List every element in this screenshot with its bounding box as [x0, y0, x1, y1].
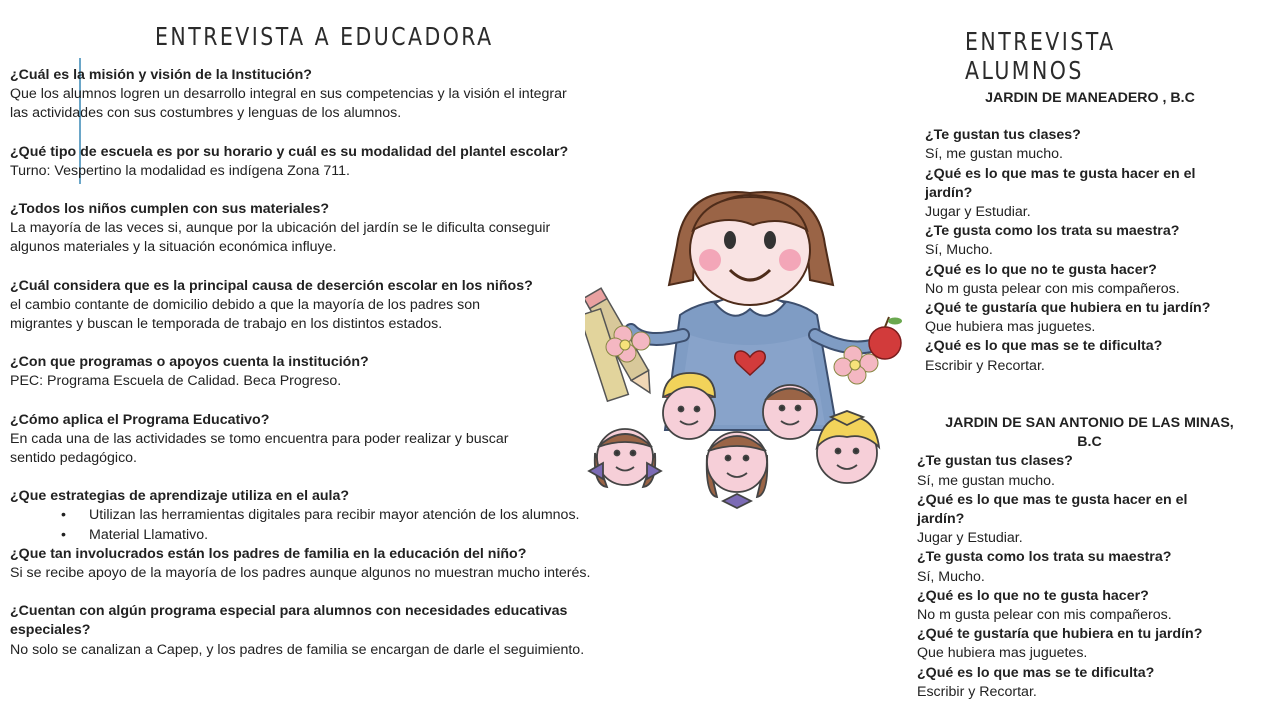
apple-icon [869, 317, 902, 359]
question: ¿Qué es lo que mas se te dificulta? [925, 338, 1163, 355]
child-face [663, 373, 715, 439]
strategy-item: • Utilizan las herramientas digitales para recibir mayor atención de los alumnos. [61, 506, 700, 525]
question: ¿Cómo aplica el Programa Educativo? [10, 411, 270, 428]
question: ¿Qué es lo que mas se te dificulta? [917, 664, 1155, 681]
answer: Que hubiera mas juguetes. [917, 645, 1088, 662]
answer: Turno: Vespertino la modalidad es indígena Zona 711. [10, 162, 350, 179]
question: ¿Qué es lo que mas te gusta hacer en el [917, 491, 1188, 508]
question: ¿Te gusta como los trata su maestra? [925, 223, 1180, 240]
question: ¿Qué es lo que no te gusta hacer? [925, 261, 1157, 278]
answer: Si se recibe apoyo de la mayoría de los padres aunque algunos no muestran mucho interés. [10, 565, 591, 582]
answer: Sí, Mucho. [925, 242, 993, 259]
question: ¿Qué es lo que no te gusta hacer? [917, 587, 1149, 604]
strategies-question: ¿Que estrategias de aprendizaje utiliza en el aula? [10, 488, 350, 505]
answer: Sí, me gustan mucho. [917, 472, 1056, 489]
question: ¿Cuál es la misión y visión de la Institución? [10, 67, 312, 83]
answer: En cada una de las actividades se tomo encuentra para poder realizar y buscar [10, 430, 509, 447]
question: ¿Qué te gustaría que hubiera en tu jardín? [917, 626, 1203, 643]
answer: No solo se canalizan a Capep, y los padres de familia se encargan de darle el seguimiento. [10, 641, 585, 658]
answer: Jugar y Estudiar. [917, 530, 1023, 547]
kindergarten-title: JARDIN DE MANEADERO , B.C [985, 90, 1195, 106]
answer: Jugar y Estudiar. [925, 204, 1031, 221]
answer: Que los alumnos logren un desarrollo integral en sus competencias y la visión el integrar [10, 86, 567, 103]
question: ¿Cuentan con algún programa especial para alumnos con necesidades educativas [10, 603, 568, 620]
qa-item-parents [10, 545, 700, 583]
kindergarten-title: JARDIN DE SAN ANTONIO DE LAS MINAS, [945, 415, 1234, 431]
answer: el cambio contante de domicilio debido a que la mayoría de los padres son [10, 296, 481, 313]
answer: No m gusta pelear con mis compañeros. [917, 607, 1172, 624]
answer: PEC: Programa Escuela de Calidad. Beca Progreso. [10, 373, 342, 390]
kindergarten-maneadero-block [925, 89, 1255, 376]
strategies-list [61, 506, 700, 544]
qa-item-special [10, 602, 700, 660]
answer: migrantes y buscan le temporada de trabajo en los distintos estados. [10, 316, 443, 333]
question: ¿Cuál considera que es la principal causa de deserción escolar en los niños? [10, 277, 533, 294]
kindergarten-san-antonio-block [917, 414, 1262, 702]
question: jardín? [917, 511, 965, 528]
question: ¿Qué te gustaría que hubiera en tu jardín? [925, 300, 1211, 317]
answer: Escribir y Recortar. [925, 357, 1045, 374]
teacher-face [669, 192, 833, 305]
question: ¿Todos los niños cumplen con sus materiales? [10, 201, 330, 218]
answer: No m gusta pelear con mis compañeros. [925, 280, 1180, 297]
question: especiales? [10, 622, 91, 639]
students-interview-title: ENTREVISTA ALUMNOS [965, 27, 1116, 85]
question: ¿Que tan involucrados están los padres de familia en la educación del niño? [10, 545, 527, 562]
question: ¿Qué tipo de escuela es por su horario y cuál es su modalidad del plantel escolar? [10, 143, 569, 160]
teacher-interview-title: ENTREVISTA A EDUCADORA [155, 22, 494, 51]
answer: Sí, me gustan mucho. [925, 146, 1064, 163]
question: ¿Con que programas o apoyos cuenta la institución? [10, 354, 369, 371]
answer: Que hubiera mas juguetes. [925, 319, 1096, 336]
qa-item [10, 143, 700, 181]
question: ¿Te gustan tus clases? [925, 127, 1081, 144]
answer: las actividades con sus costumbres y lenguas de los alumnos. [10, 105, 402, 122]
answer: Escribir y Recortar. [917, 683, 1037, 700]
answer: La mayoría de las veces si, aunque por la ubicación del jardín se le dificulta conseguir [10, 220, 551, 237]
child-face [589, 429, 661, 487]
question: ¿Te gusta como los trata su maestra? [917, 549, 1172, 566]
question: jardín? [925, 184, 973, 201]
answer: sentido pedagógico. [10, 450, 138, 467]
answer: Sí, Mucho. [917, 568, 985, 585]
question: ¿Qué es lo que mas te gusta hacer en el [925, 165, 1196, 182]
answer: algunos materiales y la situación económica influye. [10, 239, 337, 256]
qa-item [10, 66, 700, 124]
question: ¿Te gustan tus clases? [917, 453, 1073, 470]
child-face [707, 432, 768, 508]
strategy-item: • Material Llamativo. [61, 526, 700, 545]
child-face [763, 385, 817, 439]
spacer [925, 108, 1255, 126]
kindergarten-title: B.C [1077, 434, 1102, 451]
children-illustration [585, 185, 920, 510]
